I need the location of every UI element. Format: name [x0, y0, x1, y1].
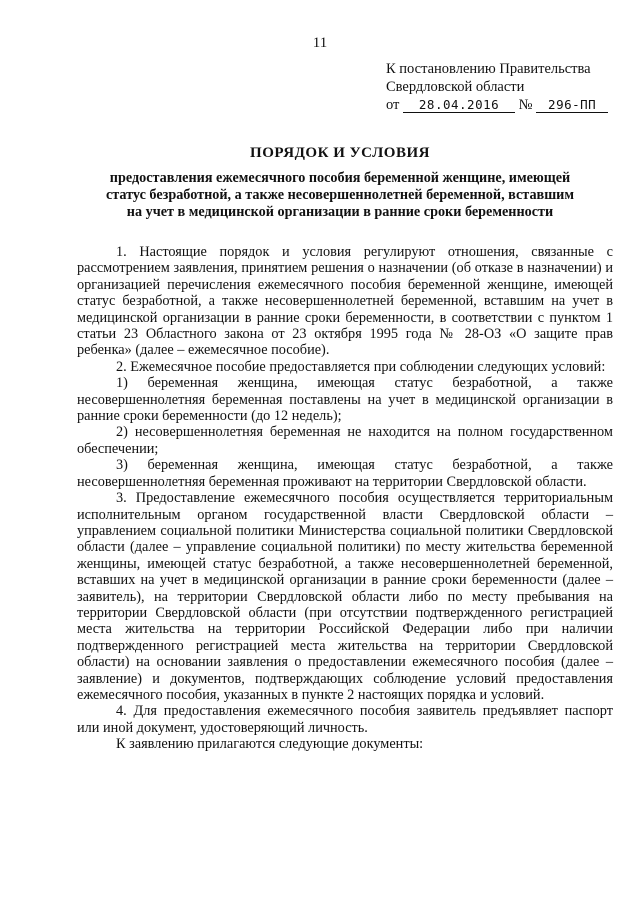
subtitle-line-1: предоставления ежемесячного пособия беременной женщине, имеющей: [109, 170, 571, 186]
document-title: ПОРЯДОК И УСЛОВИЯ: [250, 145, 430, 161]
document-subtitle: [60, 170, 620, 221]
paragraph-attachments-intro: К заявлению прилагаются следующие документы:: [116, 736, 424, 753]
paragraph-1: 1. Настоящие порядок и условия регулируют отношения, связанные с рассмотрением заявления, принятием решения о назначении (об отказе в назначении) и организацией перечисления ежемесячного пособия беременной женщине, имеющей статус безработной, а также несовершеннолетней беременной, вставшим на учет в медицинской организации в ранние сроки беременности, в соответствии с пунктом 1 статьи 23 Областного закона от 23 октября 1995 года № 28-ОЗ «О защите прав ребенка» (далее – ежемесячное пособие).: [77, 244, 613, 359]
approval-date: 28.04.2016: [403, 97, 515, 113]
number-label: №: [518, 97, 533, 113]
document-body: [77, 244, 613, 753]
paragraph-4: 4. Для предоставления ежемесячного пособия заявитель предъявляет паспорт или иной документ, удостоверяющий личность.: [77, 703, 613, 736]
paragraph-2: 2. Ежемесячное пособие предоставляется при соблюдении следующих условий:: [116, 358, 606, 375]
paragraph-2-item-2: 2) несовершеннолетняя беременная не находится на полном государственном обеспечении;: [77, 424, 613, 457]
from-label: от: [386, 97, 400, 113]
approval-line-1: К постановлению Правительства: [386, 61, 591, 77]
paragraph-2-item-3: 3) беременная женщина, имеющая статус безработной, а также несовершеннолетняя беременная проживают на территории Свердловской области.: [77, 457, 613, 490]
approval-number: 296-ПП: [536, 97, 608, 113]
page-number: 11: [312, 35, 328, 51]
approval-line-2: Свердловской области: [386, 79, 525, 95]
subtitle-line-3: на учет в медицинской организации в ранние сроки беременности: [126, 204, 554, 220]
approval-line-3: [386, 96, 626, 114]
approval-stamp: [386, 60, 626, 114]
paragraph-3: 3. Предоставление ежемесячного пособия осуществляется территориальным исполнительным органом государственной власти Свердловской области – управлением социальной политики Министерства социальной политики Свердловской области (далее – управление социальной политики) по месту жительства беременной женщины, имеющей статус безработной, а также несовершеннолетней беременной, вставших на учет в медицинской организации в ранние сроки беременности (далее – заявитель), на территории Свердловской области либо по месту пребывания на территории Свердловской области (при отсутствии подтвержденного регистрацией места жительства на территории Российской Федерации либо при наличии подтвержденного регистрацией места жительства на территории Свердловской области) на основании заявления о предоставлении ежемесячного пособия (далее – заявление) и документов, подтверждающих соблюдение условий предоставления ежемесячного пособия, указанных в пункте 2 настоящих порядка и условий.: [77, 490, 613, 703]
document-heading: [60, 144, 620, 221]
subtitle-line-2: статус безработной, а также несовершеннолетней беременной, вставшим: [105, 187, 575, 203]
paragraph-2-item-1: 1) беременная женщина, имеющая статус безработной, а также несовершеннолетняя беременная поставлены на учет в медицинской организации в ранние сроки беременности (до 12 недель);: [77, 375, 613, 425]
